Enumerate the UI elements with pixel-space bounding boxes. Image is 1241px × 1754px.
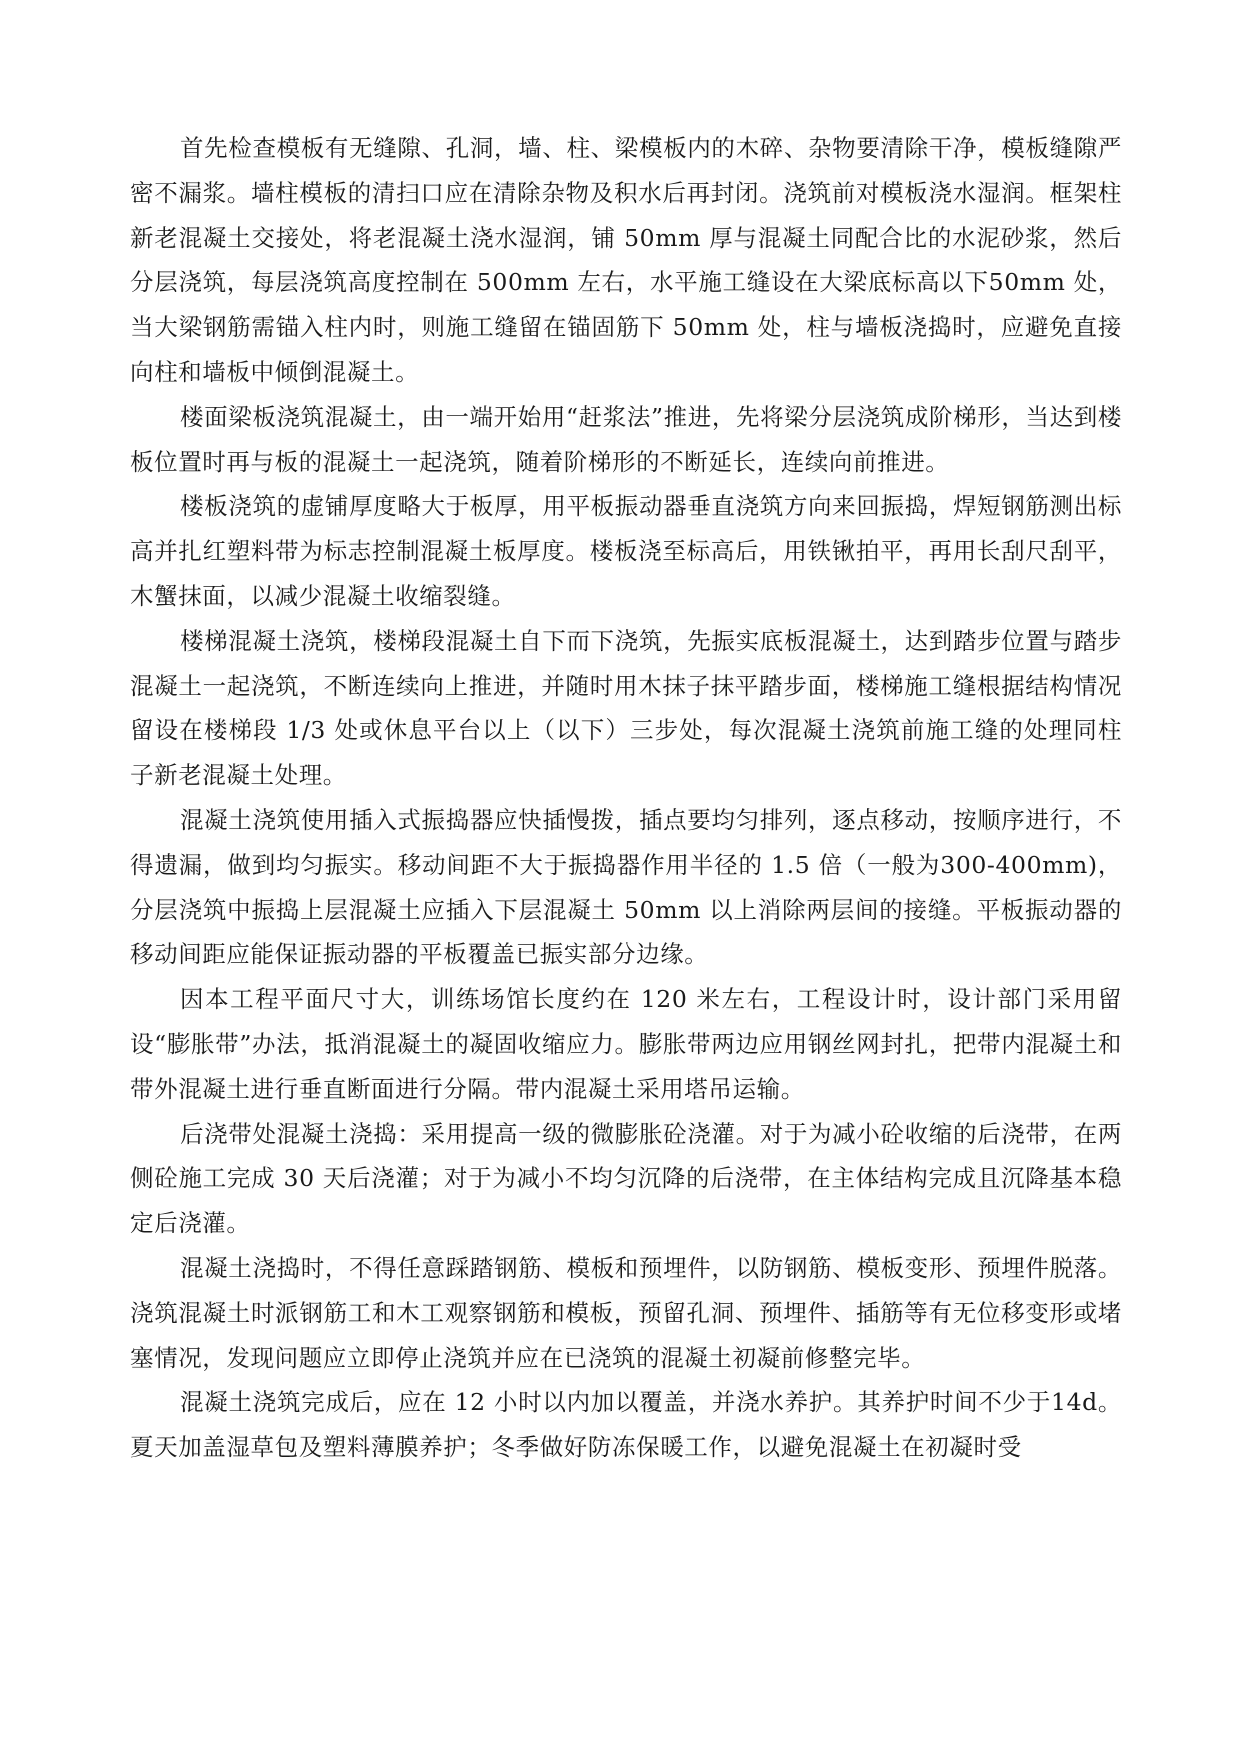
paragraph-formwork-check: 首先检查模板有无缝隙、孔洞，墙、柱、梁模板内的木碎、杂物要清除干净，模板缝隙严密不漏浆。墙柱模板的清扫口应在清除杂物及积水后再封闭。浇筑前对模板浇水湿润。框架柱新老混凝土交接处，将老混凝土浇水湿润，铺 50mm 厚与混凝土同配合比的水泥砂浆，然后分层浇筑，每层浇筑高度控制在 500mm 左右，水平施工缝设在大梁底标高以下50mm 处，当大梁钢筋需锚入柱内时，则施工缝留在锚固筋下 50mm 处，柱与墙板浇捣时，应避免直接向柱和墙板中倾倒混凝土。 <box>130 134 1122 386</box>
paragraph-slab-thickness: 楼板浇筑的虚铺厚度略大于板厚，用平板振动器垂直浇筑方向来回振捣，焊短钢筋测出标高并扎红塑料带为标志控制混凝土板厚度。楼板浇至标高后，用铁锹拍平，再用长刮尺刮平，木蟹抹面，以减少混凝土收缩裂缝。 <box>130 492 1122 610</box>
paragraph-post-pour-strip: 后浇带处混凝土浇捣：采用提高一级的微膨胀砼浇灌。对于为减小砼收缩的后浇带，在两侧砼施工完成 30 天后浇灌；对于为减小不均匀沉降的后浇带，在主体结构完成且沉降基本稳定后浇灌。 <box>130 1119 1122 1238</box>
paragraph-stair-pouring: 楼梯混凝土浇筑，楼梯段混凝土自下而下浇筑，先振实底板混凝土，达到踏步位置与踏步混凝土一起浇筑，不断连续向上推进，并随时用木抹子抹平踏步面，楼梯施工缝根据结构情况留设在楼梯段 1/3 处或休息平台以上（以下）三步处，每次混凝土浇筑前施工缝的处理同柱子新老混凝土处理。 <box>130 626 1122 790</box>
paragraph-rebar-protection: 混凝土浇捣时，不得任意踩踏钢筋、模板和预埋件，以防钢筋、模板变形、预埋件脱落。浇筑混凝土时派钢筋工和木工观察钢筋和模板，预留孔洞、预埋件、插筋等有无位移变形或堵塞情况，发现问题应立即停止浇筑并应在已浇筑的混凝土初凝前修整完毕。 <box>130 1253 1122 1372</box>
paragraph-vibrator-usage: 混凝土浇筑使用插入式振捣器应快插慢拨，插点要均匀排列，逐点移动，按顺序进行，不得遗漏，做到均匀振实。移动间距不大于振捣器作用半径的 1.5 倍（一般为300-400mm)，分层浇筑中振捣上层混凝土应插入下层混凝土 50mm 以上消除两层间的接缝。平板振动器的移动间距应能保证振动器的平板覆盖已振实部分边缘。 <box>130 805 1122 969</box>
paragraph-expansion-band: 因本工程平面尺寸大，训练场馆长度约在 120 米左右，工程设计时，设计部门采用留设“膨胀带”办法，抵消混凝土的凝固收缩应力。膨胀带两边应用钢丝网封扎，把带内混凝土和带外混凝土进行垂直断面进行分隔。带内混凝土采用塔吊运输。 <box>130 985 1122 1103</box>
paragraph-slab-beam-pouring: 楼面梁板浇筑混凝土，由一端开始用“赶浆法”推进，先将梁分层浇筑成阶梯形，当达到楼板位置时再与板的混凝土一起浇筑，随着阶梯形的不断延长，连续向前推进。 <box>130 402 1122 476</box>
paragraph-curing: 混凝土浇筑完成后，应在 12 小时以内加以覆盖，并浇水养护。其养护时间不少于14d。夏天加盖湿草包及塑料薄膜养护；冬季做好防冻保暖工作，以避免混凝土在初凝时受 <box>130 1388 1122 1462</box>
document-body <box>130 126 1122 1470</box>
